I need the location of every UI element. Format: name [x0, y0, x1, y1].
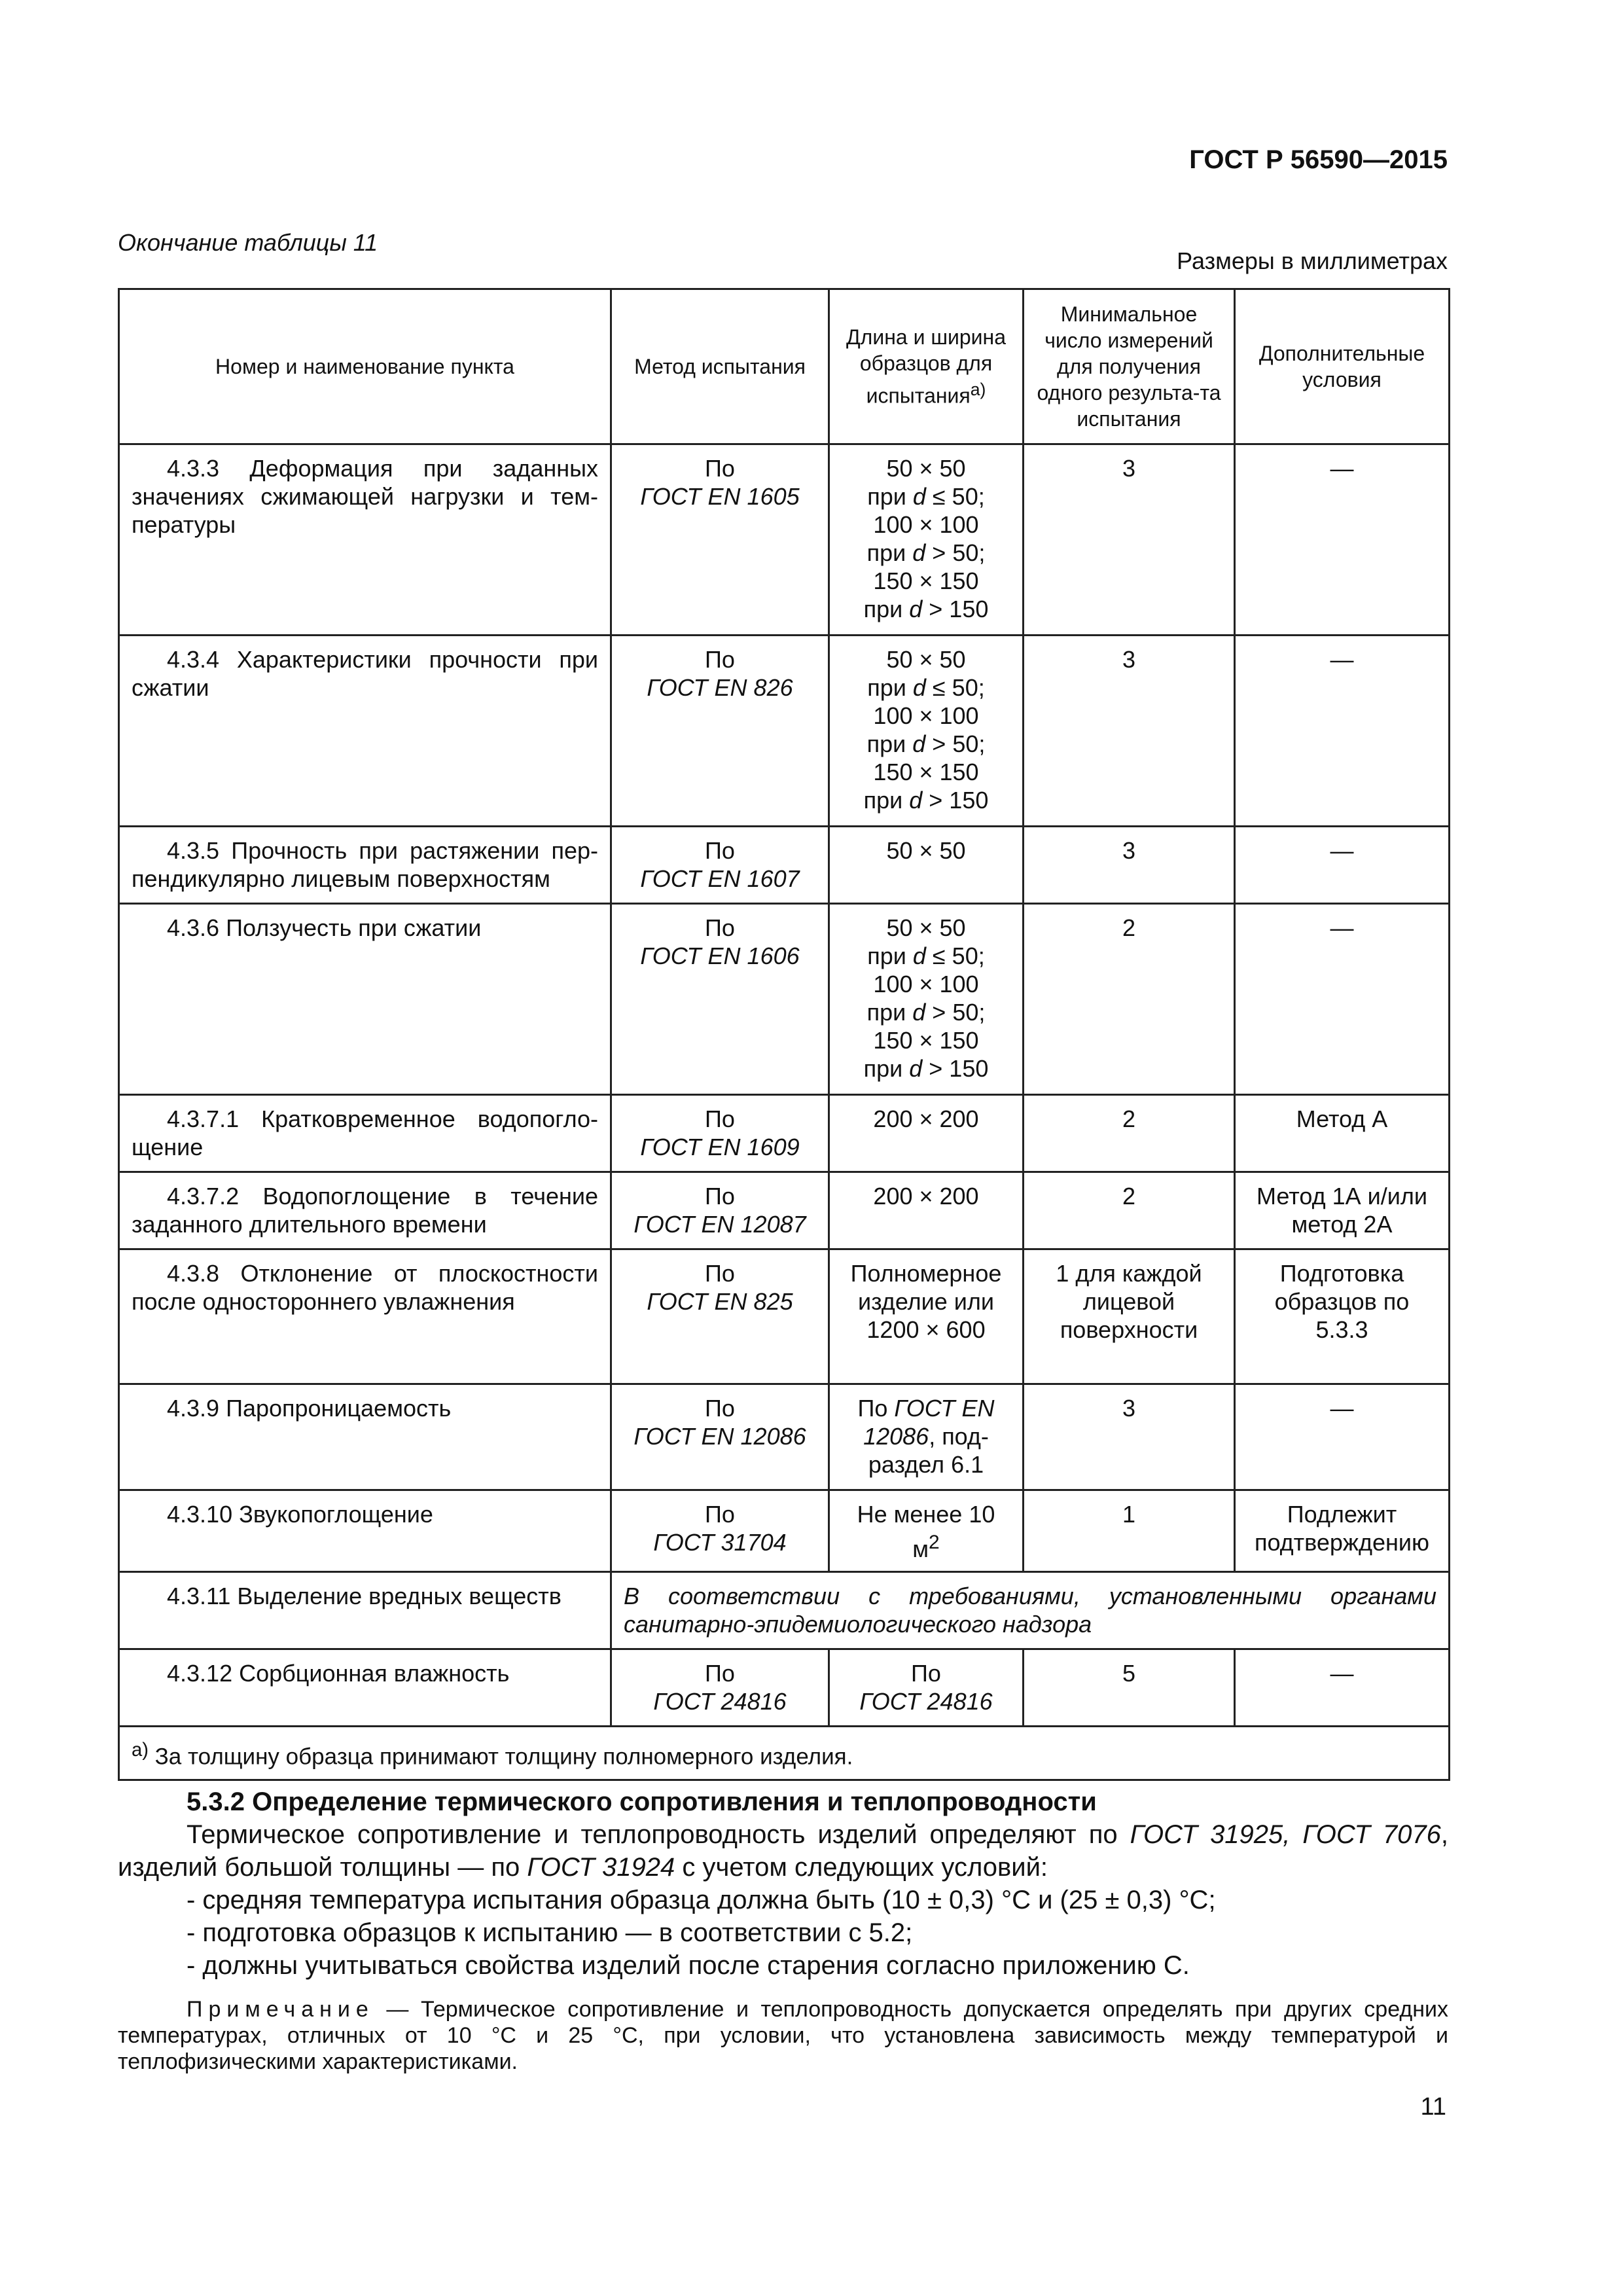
text: ≤ 50; [925, 942, 985, 969]
cell-line: ГОСТ 24816 [653, 1688, 787, 1715]
cell-line: По [705, 1105, 735, 1132]
footnote-row [119, 1727, 1450, 1780]
table-cell [611, 827, 829, 904]
text: Не менее 10 м [857, 1501, 995, 1562]
table-cell [829, 1490, 1024, 1572]
note-paragraph [118, 1996, 1448, 2075]
table-row [119, 827, 1450, 904]
measurement-count-cell: 1 для каждой лицевой поверхности [1024, 1249, 1235, 1384]
text: при [867, 483, 913, 510]
footnote-text: За толщину образца принимают толщину полномерного изделия. [148, 1744, 853, 1770]
cell-line: По [911, 1660, 941, 1687]
column-header: Дополнительные условия [1235, 289, 1450, 444]
text: при [867, 942, 913, 969]
item-name-cell: 4.3.7.1 Кратковременное водопогло-щение [119, 1095, 611, 1172]
item-name-cell: 4.3.5 Прочность при растяжении пер-пендикулярно лицевым поверхностям [119, 827, 611, 904]
variable-d: d [912, 942, 926, 969]
variable-d: d [909, 1055, 923, 1082]
cell-line: По [705, 837, 735, 864]
cell-line [842, 942, 1010, 970]
text: при [863, 787, 910, 814]
text: > 50; [925, 999, 986, 1026]
table-cell [611, 1172, 829, 1249]
text: при [866, 999, 913, 1026]
cell-line: 50 × 50 [886, 914, 966, 941]
text: > 150 [922, 596, 989, 622]
column-header-text: Длина и ширина образцов для испытания [846, 325, 1007, 408]
cell-line: 150 × 150 [873, 759, 979, 785]
cell-line: изделие или [857, 1288, 995, 1315]
item-name-cell: 4.3.10 Звукопоглощение [119, 1490, 611, 1572]
cell-line: 1200 × 600 [866, 1316, 986, 1343]
cell-line: ГОСТ EN 1607 [640, 865, 800, 892]
variable-d: d [912, 539, 926, 566]
measurement-count-cell: 2 [1024, 904, 1235, 1095]
text: > 150 [922, 1055, 989, 1082]
additional-conditions-cell: — [1235, 636, 1450, 827]
table-footnote [119, 1727, 1450, 1780]
text: По [857, 1395, 895, 1422]
variable-d: d [912, 999, 926, 1026]
table-cell [611, 1095, 829, 1172]
cell-line: По [705, 646, 735, 673]
standard-reference: ГОСТ 31924 [527, 1853, 675, 1882]
additional-conditions-cell: — [1235, 1649, 1450, 1727]
cell-line [842, 482, 1010, 511]
additional-conditions-cell: Подлежит подтверждению [1235, 1490, 1450, 1572]
cell-line [842, 539, 1010, 567]
cell-line: 50 × 50 [886, 455, 966, 482]
cell-line [842, 673, 1010, 702]
table-row [119, 444, 1450, 636]
item-name-cell: 4.3.9 Паропроницаемость [119, 1384, 611, 1490]
text: при [867, 674, 913, 701]
section-paragraph [118, 1818, 1448, 1884]
standard-reference: ГОСТ 31925, ГОСТ 7076 [1130, 1820, 1441, 1849]
measurement-count-cell: 2 [1024, 1172, 1235, 1249]
table-cell [829, 1095, 1024, 1172]
additional-conditions-cell: Метод А [1235, 1095, 1450, 1172]
table-cell [829, 1649, 1024, 1727]
cell-line: По [705, 1260, 735, 1287]
cell-line: 150 × 150 [873, 567, 979, 594]
cell-line: По [705, 1183, 735, 1210]
measurement-count-cell: 5 [1024, 1649, 1235, 1727]
cell-line: ГОСТ EN 1609 [640, 1134, 800, 1160]
table-cell [611, 1649, 829, 1727]
table-row [119, 1490, 1450, 1572]
variable-d: d [909, 787, 923, 814]
cell-line: 100 × 100 [873, 971, 979, 997]
spec-table [118, 288, 1450, 1781]
additional-conditions-cell: — [1235, 827, 1450, 904]
table-cell [611, 1490, 829, 1572]
units-note: Размеры в миллиметрах [1177, 247, 1448, 274]
cell-line: По [705, 1501, 735, 1528]
cell-line: 50 × 50 [886, 837, 966, 864]
text: ≤ 50; [925, 483, 985, 510]
cell-line: По [705, 1395, 735, 1422]
table-row [119, 904, 1450, 1095]
note-text: — Термическое сопротивление и теплопроводность допускается определять при других средних температурах, отличных от 10 °С и 25 °С, при условии, что установлена зависимость между температурой и теплофизическими характеристиками. [118, 1997, 1448, 2074]
text: > 50; [925, 730, 986, 757]
section-5-3-2 [118, 1785, 1448, 1982]
text: > 150 [922, 787, 989, 814]
table-cell [829, 1172, 1024, 1249]
table-cell [829, 904, 1024, 1095]
text: Термическое сопротивление и теплопроводность изделий определяют по [187, 1820, 1130, 1849]
cell-line [842, 786, 1010, 814]
cell-line: ГОСТ EN 1605 [640, 483, 800, 510]
text: при [863, 1055, 910, 1082]
cell-line: 50 × 50 [886, 646, 966, 673]
table-cell [829, 636, 1024, 827]
table-cell [829, 1384, 1024, 1490]
section-heading: 5.3.2 Определение термического сопротивления и теплопроводности [187, 1787, 1097, 1816]
item-name-cell: 4.3.4 Характеристики прочности при сжатии [119, 636, 611, 827]
list-item: - средняя температура испытания образца должна быть (10 ± 0,3) °С и (25 ± 0,3) °С; [187, 1886, 1216, 1914]
variable-d: d [912, 674, 926, 701]
cell-line: ГОСТ 24816 [859, 1688, 993, 1715]
table-row [119, 1649, 1450, 1727]
column-header [829, 289, 1024, 444]
document-code: ГОСТ Р 56590—2015 [1189, 145, 1448, 174]
text: при [863, 596, 910, 622]
table-cell [611, 1249, 829, 1384]
additional-conditions-cell: — [1235, 1384, 1450, 1490]
item-name-cell: 4.3.3 Деформация при заданных значениях сжимающей нагрузки и тем-пературы [119, 444, 611, 636]
list-item: - подготовка образцов к испытанию — в соответствии с 5.2; [187, 1918, 913, 1947]
table-cell [829, 827, 1024, 904]
text: , под-раздел 6.1 [868, 1423, 989, 1478]
item-name-cell: 4.3.7.2 Водопоглощение в течение заданного длительного времени [119, 1172, 611, 1249]
footnote-marker: а) [132, 1740, 149, 1761]
table-cell [611, 1384, 829, 1490]
merged-requirement-cell: В соответствии с требованиями, установленными органами санитарно-эпидемиологического надзора [611, 1572, 1450, 1649]
cell-line: 200 × 200 [873, 1183, 979, 1210]
text: при [866, 539, 913, 566]
text: , изделий большой толщины — по [118, 1820, 1448, 1882]
additional-conditions-cell: Метод 1А и/или метод 2А [1235, 1172, 1450, 1249]
text: при [866, 730, 913, 757]
table-cell [611, 904, 829, 1095]
cell-line: Полномерное [850, 1260, 1002, 1287]
variable-d: d [912, 483, 926, 510]
superscript: 2 [929, 1532, 940, 1553]
cell-line: ГОСТ EN 1606 [640, 942, 800, 969]
additional-conditions-cell: Подготовка образцов по 5.3.3 [1235, 1249, 1450, 1384]
cell-line: 200 × 200 [873, 1105, 979, 1132]
note-label: Примечание [187, 1997, 374, 2022]
cell-line: По [705, 455, 735, 482]
table-cell [829, 1249, 1024, 1384]
measurement-count-cell: 3 [1024, 827, 1235, 904]
item-name-cell: 4.3.8 Отклонение от плоскостности после одностороннего увлажнения [119, 1249, 611, 1384]
column-header: Номер и наименование пункта [119, 289, 611, 444]
page-number: 11 [1420, 2093, 1446, 2121]
table-row [119, 1384, 1450, 1490]
table-row [119, 1249, 1450, 1384]
table-row [119, 1095, 1450, 1172]
item-name-cell: 4.3.6 Ползучесть при сжатии [119, 904, 611, 1095]
measurement-count-cell: 2 [1024, 1095, 1235, 1172]
text: > 50; [925, 539, 986, 566]
table-header-row [119, 289, 1450, 444]
cell-line [842, 730, 1010, 758]
cell-line: 100 × 100 [873, 511, 979, 538]
cell-line [842, 595, 1010, 623]
table-row [119, 1572, 1450, 1649]
cell-line: ГОСТ EN 825 [647, 1288, 793, 1315]
cell-line [842, 1054, 1010, 1083]
column-header: Метод испытания [611, 289, 829, 444]
cell-line: По [705, 914, 735, 941]
footnote-marker: а) [970, 380, 986, 400]
table-cell [829, 444, 1024, 636]
item-name-cell: 4.3.11 Выделение вредных веществ [119, 1572, 611, 1649]
table-caption: Окончание таблицы 11 [118, 229, 378, 256]
list-item: - должны учитываться свойства изделий после старения согласно приложению С. [187, 1951, 1190, 1980]
column-header: Минимальное число измерений для получения одного результа-та испытания [1024, 289, 1235, 444]
table-row [119, 636, 1450, 827]
cell-line: По [705, 1660, 735, 1687]
cell-line: 100 × 100 [873, 702, 979, 729]
cell-line: ГОСТ EN 12086 [633, 1423, 806, 1450]
measurement-count-cell: 3 [1024, 1384, 1235, 1490]
text: ≤ 50; [925, 674, 985, 701]
additional-conditions-cell: — [1235, 444, 1450, 636]
cell-line: 150 × 150 [873, 1027, 979, 1054]
measurement-count-cell: 3 [1024, 636, 1235, 827]
table-row [119, 1172, 1450, 1249]
measurement-count-cell: 1 [1024, 1490, 1235, 1572]
item-name-cell: 4.3.12 Сорбционная влажность [119, 1649, 611, 1727]
cell-line [842, 998, 1010, 1026]
measurement-count-cell: 3 [1024, 444, 1235, 636]
cell-line: ГОСТ 31704 [653, 1529, 787, 1556]
cell-line: ГОСТ EN 12087 [633, 1211, 806, 1238]
table-cell [611, 636, 829, 827]
variable-d: d [909, 596, 923, 622]
cell-line: ГОСТ EN 826 [647, 674, 793, 701]
text: с учетом следующих условий: [675, 1853, 1048, 1882]
additional-conditions-cell: — [1235, 904, 1450, 1095]
table-cell [611, 444, 829, 636]
variable-d: d [912, 730, 926, 757]
standard-reference: ГОСТ EN 12086 [863, 1395, 995, 1450]
